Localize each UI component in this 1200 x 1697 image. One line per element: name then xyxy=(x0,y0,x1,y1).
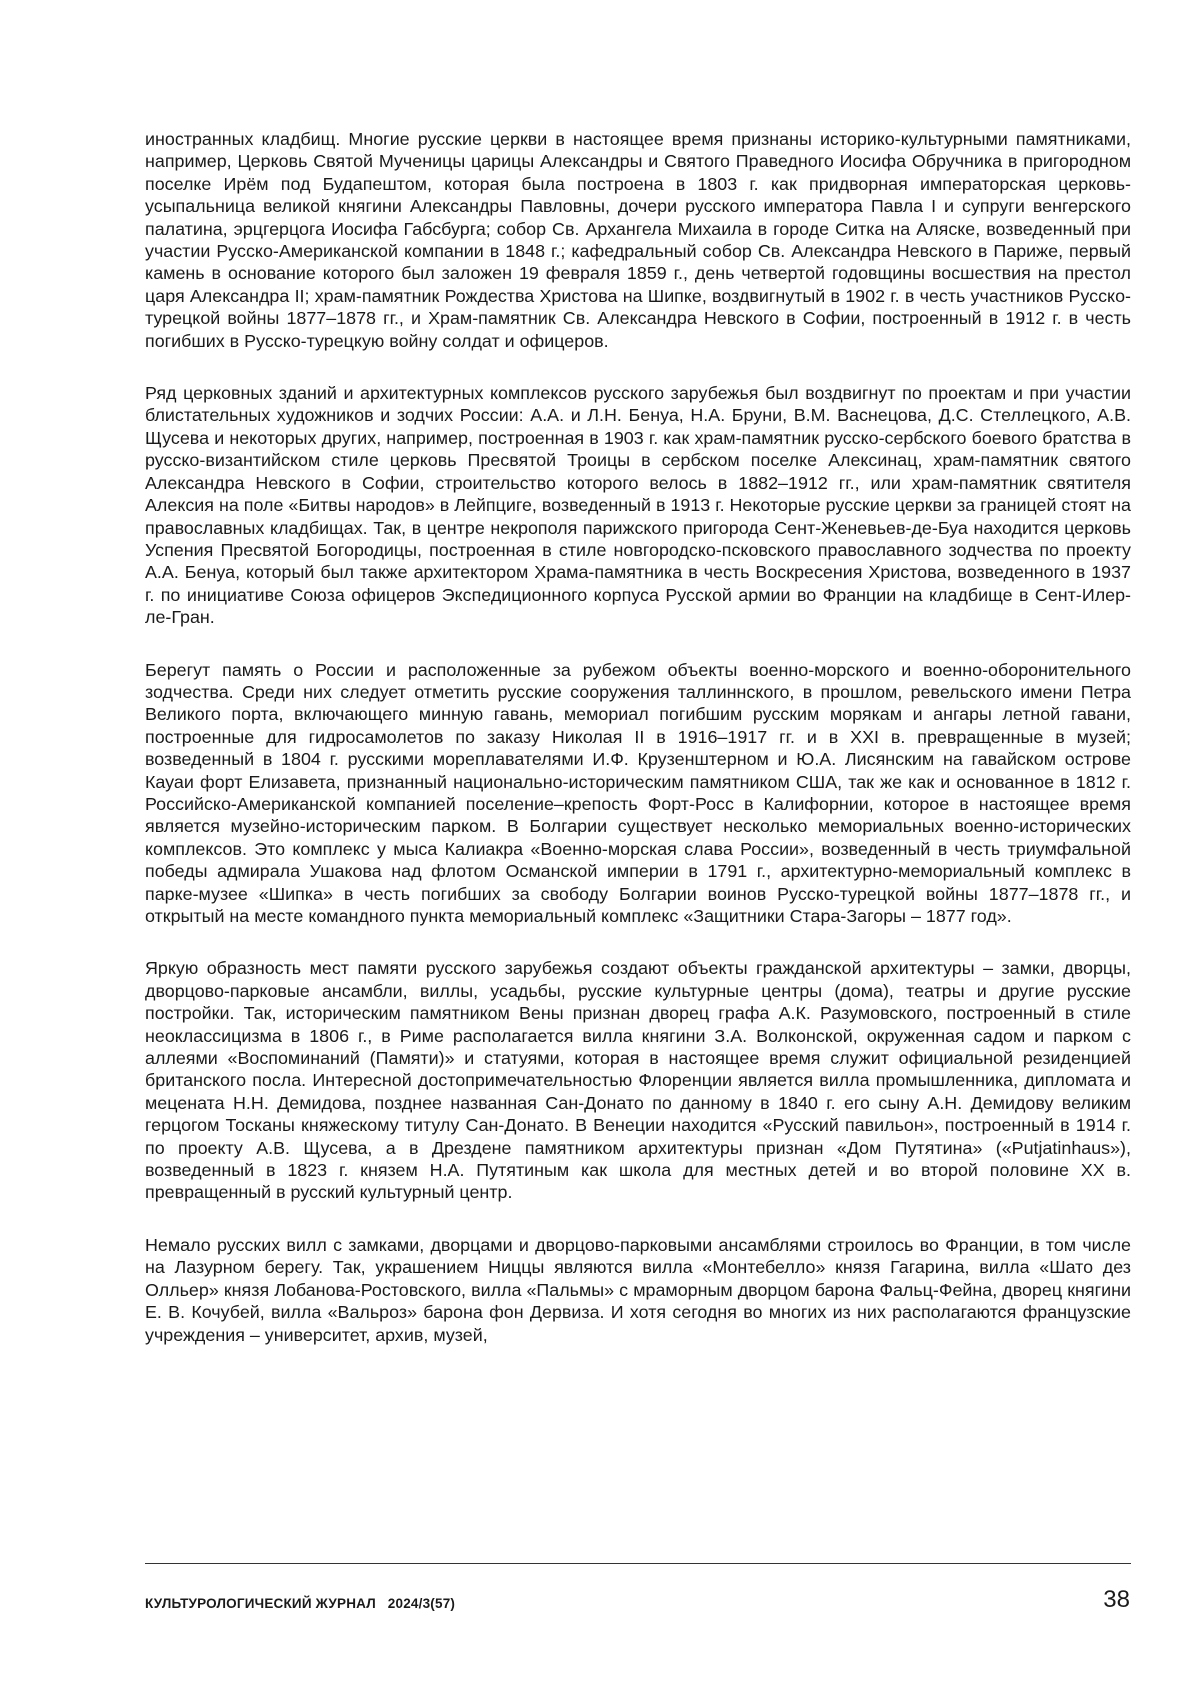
article-body xyxy=(145,128,1131,1376)
journal-title: КУЛЬТУРОЛОГИЧЕСКИЙ ЖУРНАЛ 2024/3(57) xyxy=(145,1596,456,1611)
paragraph-french-villas: Немало русских вилл с замками, дворцами и дворцово-парковыми ансамблями строилось во Франции, в том числе на Лазурном берегу. Так, украшением Ниццы являются вилла «Монтебелло» князя Гагарина, вилла «Шато дез Олльер» князя Лобанова-Ростовского, вилла «Пальмы» с мраморным дворцом барона Фальц-Фейна, дворец княгини Е. В. Кочубей, вилла «Вальроз» барона фон Дервиза. И хотя сегодня во многих из них располагаются французские учреждения – университет, архив, музей, xyxy=(145,1234,1131,1345)
page-number: 38 xyxy=(1103,1586,1130,1613)
paragraph-civil-architecture: Яркую образность мест памяти русского зарубежья создают объекты гражданской архитектуры – замки, дворцы, дворцово-парковые ансамбли, виллы, усадьбы, русские культурные центры (дома), театры и другие русские постройки. Так, историческим памятником Вены признан дворец графа А.К. Разумовского, построенный в стиле неоклассицизма в 1806 г., в Риме располагается вилла княгини З.А. Волконской, окруженная садом и парком с аллеями «Воспоминаний (Памяти)» и статуями, которая в настоящее время служит официальной резиденцией британского посла. Интересной достопримечательностью Флоренции является вилла промышленника, дипломата и мецената Н.Н. Демидова, позднее названная Сан-Донато по данному в 1840 г. его сыну А.Н. Демидову великим герцогом Тосканы княжескому титулу Сан-Донато. В Венеции находится «Русский павильон», построенный в 1914 г. по проекту А.В. Щусева, а в Дрездене памятником архитектуры признан «Дом Путятина» («Putjatinhaus»), возведенный в 1823 г. князем Н.А. Путятиным как школа для местных детей и во второй половине XX в. превращенный в русский культурный центр. xyxy=(145,958,1131,1203)
paragraph-church-architects: Ряд церковных зданий и архитектурных комплексов русского зарубежья был воздвигнут по проектам и при участии блистательных художников и зодчих России: А.А. и Л.Н. Бенуа, Н.А. Бруни, В.М. Васнецова, Д.С. Стеллецкого, А.В. Щусева и некоторых других, например, построенная в 1903 г. как храм-памятник русско-сербского боевого братства в русско-византийском стиле церковь Пресвятой Троицы в сербском поселке Алексинац, храм-памятник святого Александра Невского в Софии, строительство которого велось в 1882–1912 гг., или храм-памятник святителя Алексия на поле «Битвы народов» в Лейпциге, возведенный в 1913 г. Некоторые русские церкви за границей стоят на православных кладбищах. Так, в центре некрополя парижского пригорода Сент-Женевьев-де-Буа находится церковь Успения Пресвятой Богородицы, построенная в стиле новгородско-псковского православного зодчества по проекту А.А. Бенуа, который был также архитектором Храма-памятника в честь Воскресения Христова, возведенного в 1937 г. по инициативе Союза офицеров Экспедиционного корпуса Русской армии во Франции на кладбище в Сент-Илер-ле-Гран. xyxy=(145,383,1131,628)
paragraph-churches-as-monuments: иностранных кладбищ. Многие русские церкви в настоящее время признаны историко-культурными памятниками, например, Церковь Святой Мученицы царицы Александры и Святого Праведного Иосифа Обручника в пригородном поселке Ирём под Будапештом, которая была построена в 1803 г. как придворная императорская церковь-усыпальница великой княгини Александры Павловны, дочери русского императора Павла I и супруги венгерского палатина, эрцгерцога Иосифа Габсбурга; собор Св. Архангела Михаила в городе Ситка на Аляске, возведенный при участии Русско-Американской компании в 1848 г.; кафедральный собор Св. Александра Невского в Париже, первый камень в основание которого был заложен 19 февраля 1859 г., день четвертой годовщины восшествия на престол царя Александра II; храм-памятник Рождества Христова на Шипке, воздвигнутый в 1902 г. в честь участников Русско-турецкой войны 1877–1878 гг., и Храм-памятник Св. Александра Невского в Софии, построенный в 1912 г. в честь погибших в Русско-турецкую войну солдат и офицеров. xyxy=(145,129,1131,351)
footer-divider xyxy=(145,1563,1131,1564)
paragraph-military-architecture: Берегут память о России и расположенные за рубежом объекты военно-морского и военно-оборонительного зодчества. Среди них следует отметить русские сооружения таллиннского, в прошлом, ревельского имени Петра Великого порта, включающего минную гавань, мемориал погибшим русским морякам и ангары летной гавани, построенные для гидросамолетов по заказу Николая II в 1916–1917 гг. и в XXI в. превращенные в музей; возведенный в 1804 г. русскими мореплавателями И.Ф. Крузенштерном и Ю.А. Лисянским на гавайском острове Кауаи форт Елизавета, признанный национально-историческим памятником США, так же как и основанное в 1812 г. Российско-Американской компанией поселение–крепость Форт-Росс в Калифорнии, которое в настоящее время является музейно-историческим парком. В Болгарии существует несколько мемориальных военно-исторических комплексов. Это комплекс у мыса Калиакра «Военно-морская слава России», возведенный в честь триумфальной победы адмирала Ушакова над флотом Османской империи в 1791 г., архитектурно-мемориальный комплекс в парке-музее «Шипка» в честь погибших за свободу Болгарии воинов Русско-турецкой войны 1877–1878 гг., и открытый на месте командного пункта мемориальный комплекс «Защитники Стара-Загоры – 1877 год». xyxy=(145,659,1131,926)
